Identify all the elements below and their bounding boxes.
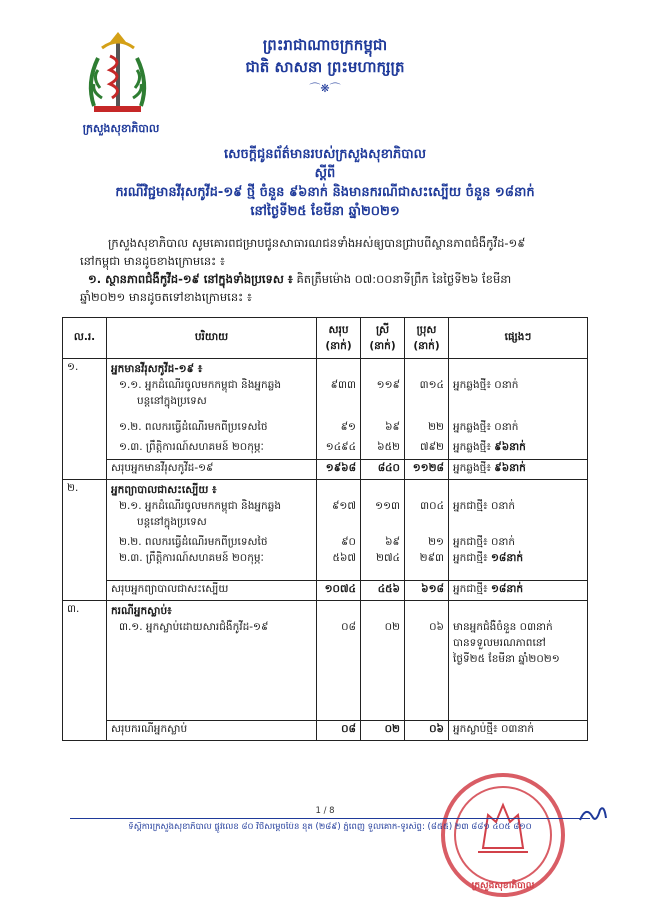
section1-total: ៩៣៣ ៩១ ១៤៩៤ [317, 359, 361, 460]
col-other-header: ផ្សេងៗ [449, 318, 588, 359]
doc-title: សេចក្តីជូនព័ត៌មានរបស់ក្រសួងសុខាភិបាល [224, 147, 426, 162]
table-row [63, 359, 588, 460]
section1-sum-male: ១១២៨ [405, 460, 449, 480]
col-female-header: ស្រី (នាក់) [361, 318, 405, 359]
section1-intro-line-2: ឆ្នាំ២០២១ មានដូចតទៅខាងក្រោមនេះ ៖ [80, 290, 252, 304]
section2-sum-male: ៦១៨ [405, 581, 449, 601]
section1-sum-other: អ្នកឆ្លងថ្មី៖ ៩៦នាក់ [449, 460, 588, 480]
section1-male: ៣១៤ ២២ ៧៩២ [405, 359, 449, 460]
section1-desc: អ្នកមានវីរុសកូវីដ-១៩ ៖ ១.១. អ្នកដំណើរចូលមកកម្ពុជា និងអ្នកឆ្លង បន្តនៅក្នុងប្រទេស ១.២. ពលករធ្វើដំណើរមកពីប្រទេសថៃ ១.៣. ព្រឹត្តិការណ៍សហគមន៍ ២០កុម្ភៈ [107, 359, 317, 460]
footer-address: ទីស្តីការក្រសួងសុខាភិបាល ផ្លូវលេខ ៨០ វិថីសម្តេចប៉ែន នុត (២៨៩) ភ្នំពេញ ទួលគោក-ទូរស័ព្ទ: (៨៥៥) ២៣ ៨៨១ ៤០៥ ៨១០ [128, 822, 532, 832]
section1-sum-total: ១៩៦៨ [317, 460, 361, 480]
intro-line-1: ក្រសួងសុខាភិបាល សូមគោរពជម្រាបជូនសាធារណជនទាំងអស់ឲ្យបានជ្រាបពីស្ថានភាពជំងឺកូវីដ-១៩ [108, 236, 526, 250]
intro-paragraph [80, 234, 600, 306]
intro-line-2: នៅកម្ពុជា មានដូចខាងក្រោមនេះ ៖ [80, 254, 225, 268]
page-number: 1 / 8 [315, 806, 335, 816]
section3-total: ០៨ [317, 601, 361, 721]
section3-sum-other: អ្នកស្លាប់ថ្មី៖ ០៣នាក់ [449, 721, 588, 741]
section3-male: ០៦ [405, 601, 449, 721]
section1-intro [80, 270, 600, 288]
section2-male: ៣០៤ ២១ ២៩៣ [405, 480, 449, 581]
section1-sum-label: សរុបអ្នកមានវីរុសកូវីដ-១៩ [107, 460, 317, 480]
covid-status-table [62, 317, 588, 741]
table-row [63, 601, 588, 721]
section3-other: មានអ្នកជំងឺចំនួន ០៣នាក់ បានទទួលមរណភាពនៅ ថ្ងៃទី២៥ ខែមីនា ឆ្នាំ២០២១ [449, 601, 588, 721]
col-no-header: ល.រ. [63, 318, 107, 359]
section1-time: គិតត្រឹមម៉ោង ០៧:០០នាទីព្រឹក នៃថ្ងៃទី២៦ ខែមីនា [292, 272, 512, 286]
section2-sum-total: ១០៧៤ [317, 581, 361, 601]
section2-sum-row [63, 581, 588, 601]
table-row [63, 480, 588, 581]
section3-female: ០២ [361, 601, 405, 721]
col-total-header: សរុប (នាក់) [317, 318, 361, 359]
section2-desc: អ្នកព្យាបាលជាសះស្បើយ ៖ ២.១. អ្នកដំណើរចូលមកកម្ពុជា និងអ្នកឆ្លង បន្តនៅក្នុងប្រទេស ២.២. ពលករធ្វើដំណើរមកពីប្រទេសថៃ ២.៣. ព្រឹត្តិការណ៍សហគមន៍ ២០កុម្ភៈ [107, 480, 317, 581]
table-header-row [63, 318, 588, 359]
doc-title-date: នៅថ្ងៃទី២៥ ខែមីនា ឆ្នាំ២០២១ [250, 204, 400, 219]
stamp-text: ក្រសួងសុខាភិបាល [471, 881, 535, 891]
motto-header: ជាតិ សាសនា ព្រះមហាក្សត្រ [245, 58, 405, 76]
section1-other: អ្នកឆ្លងថ្មី៖ ០នាក់ អ្នកឆ្លងថ្មី៖ ០នាក់ អ្នកឆ្លងថ្មី៖ ៩៦នាក់ [449, 359, 588, 460]
doc-title-subject: ករណីវិជ្ជមានវីរុសកូវីដ-១៩ ថ្មី ចំនួន ៩៦នាក់ និងមានករណីជាសះស្បើយ ចំនួន ១៨នាក់ [115, 185, 535, 200]
footer-divider [70, 818, 590, 819]
section2-sum-label: សរុបអ្នកព្យាបាលជាសះស្បើយ [107, 581, 317, 601]
section1-sum-row [63, 460, 588, 480]
section2-total: ៩១៧ ៩០ ៥៦៧ [317, 480, 361, 581]
section3-sum-label: សរុបករណីអ្នកស្លាប់ [107, 721, 317, 741]
section2-no: ២. [63, 480, 107, 601]
section3-desc: ករណីអ្នកស្លាប់៖ ៣.១. អ្នកស្លាប់ដោយសារជំងឺកូវីដ-១៩ [107, 601, 317, 721]
section1-heading: ១. ស្ថានភាពជំងឺកូវីដ-១៩ នៅក្នុងទាំងប្រទេស ៖ [88, 272, 293, 286]
section3-no: ៣. [63, 601, 107, 741]
section1-no: ១. [63, 359, 107, 480]
section2-female: ១១៣ ៦៩ ២៧៤ [361, 480, 405, 581]
header-ornament: ⌒❋⌒ [309, 82, 341, 95]
section2-other: អ្នកជាថ្មី៖ ០នាក់ អ្នកជាថ្មី៖ ០នាក់ អ្នកជាថ្មី៖ ១៨នាក់ [449, 480, 588, 581]
section3-sum-total: ០៨ [317, 721, 361, 741]
section3-sum-male: ០៦ [405, 721, 449, 741]
section3-sum-row [63, 721, 588, 741]
section1-sum-female: ៨៤០ [361, 460, 405, 480]
section2-sum-other: អ្នកជាថ្មី៖ ១៨នាក់ [449, 581, 588, 601]
section2-sum-female: ៤៥៦ [361, 581, 405, 601]
ministry-label: ក្រសួងសុខាភិបាល [82, 122, 160, 135]
doc-title-about: ស្តីពី [314, 166, 336, 181]
col-desc-header: បរិយាយ [107, 318, 317, 359]
col-male-header: ប្រុស (នាក់) [405, 318, 449, 359]
section3-sum-female: ០២ [361, 721, 405, 741]
kingdom-header: ព្រះរាជាណាចក្រកម្ពុជា [262, 36, 388, 54]
section1-female: ១១៩ ៦៩ ៦៥២ [361, 359, 405, 460]
